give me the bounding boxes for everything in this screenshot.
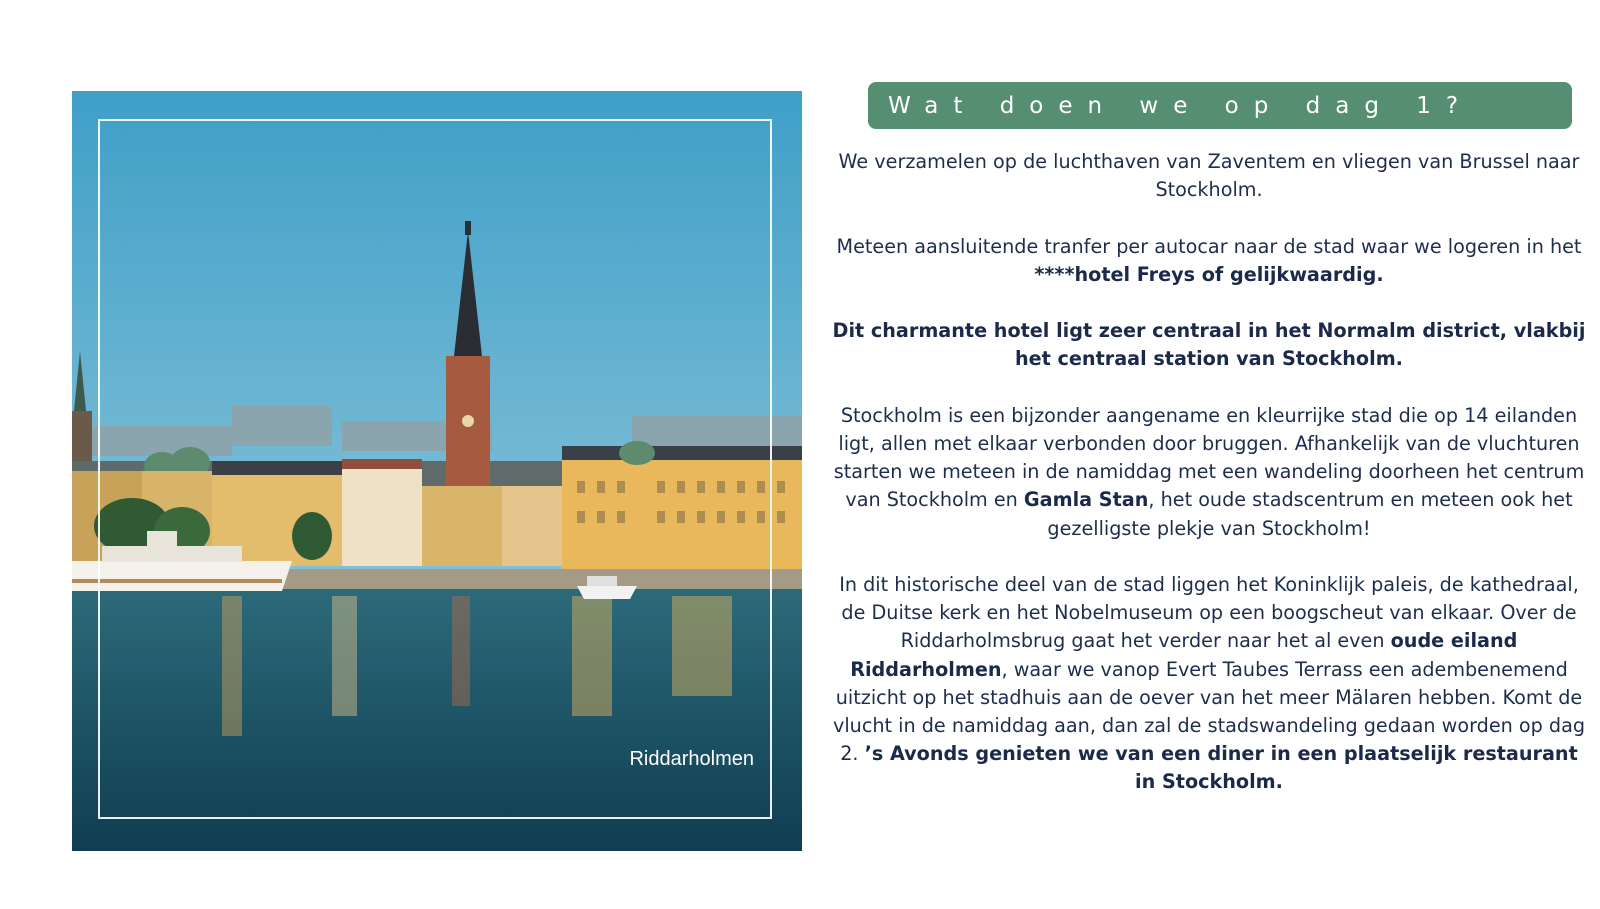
gamla-stan: Gamla Stan <box>1023 488 1149 512</box>
stockholm-text: Stockholm is een bijzonder aangename en kleurrijke stad die op 14 eilanden ligt, allen met elkaar verbonden door bruggen. Afhankelijk van de vluchturen starten we meteen in de namiddag met een wandeling doorheen het centrum van Stockholm en <box>833 403 1585 512</box>
day-title-bar <box>868 82 1572 129</box>
paragraph-stockholm <box>828 402 1590 543</box>
hotel-description: Dit charmante hotel ligt zeer centraal in het Normalm district, vlakbij het centraal station van Stockholm. <box>832 319 1586 371</box>
dinner-text: ’s Avonds genieten we van een diner in een plaatselijk restaurant in Stockholm. <box>864 742 1578 794</box>
itinerary-text <box>828 148 1590 797</box>
transfer-text: Meteen aansluitende tranfer per autocar naar de stad waar we logeren in het <box>836 234 1582 258</box>
riddarholmen-photo <box>72 91 802 851</box>
paragraph-historic <box>828 571 1590 684</box>
photo-caption: Riddarholmen <box>629 748 754 770</box>
hotel-name: ****hotel Freys of gelijkwaardig. <box>1034 262 1384 286</box>
old-town-text: , het oude stadscentrum en meteen ook het gezelligste plekje van Stockholm! <box>1047 488 1573 540</box>
paragraph-transfer <box>828 233 1590 289</box>
historic-text: In dit historische deel van de stad liggen het Koninklijk paleis, de kathedraal, de Duitse kerk en het Nobelmuseum op een boogscheut van elkaar. Over de Riddarholmsbrug gaat het verder naar het al even <box>839 572 1579 653</box>
paragraph-flight: We verzamelen op de luchthaven van Zaventem en vliegen van Brussel naar Stockholm. <box>838 150 1580 202</box>
riddarholmen-island: oude eiland Riddarholmen <box>850 629 1518 681</box>
terrace-text: , waar we vanop Evert Taubes Terrass een adembenemend <box>1001 657 1568 681</box>
day-title: Wat doen we op dag 1? <box>888 92 1474 119</box>
paragraph-hotel <box>828 317 1590 373</box>
view-text: uitzicht op het stadhuis aan de oever van het meer Mälaren hebben. Komt de vlucht in de namiddag aan, dan zal de stadswandeling gedaan worden op dag 2. <box>832 685 1586 766</box>
paragraph-view <box>828 684 1590 797</box>
city-skyline-illustration <box>72 91 802 851</box>
